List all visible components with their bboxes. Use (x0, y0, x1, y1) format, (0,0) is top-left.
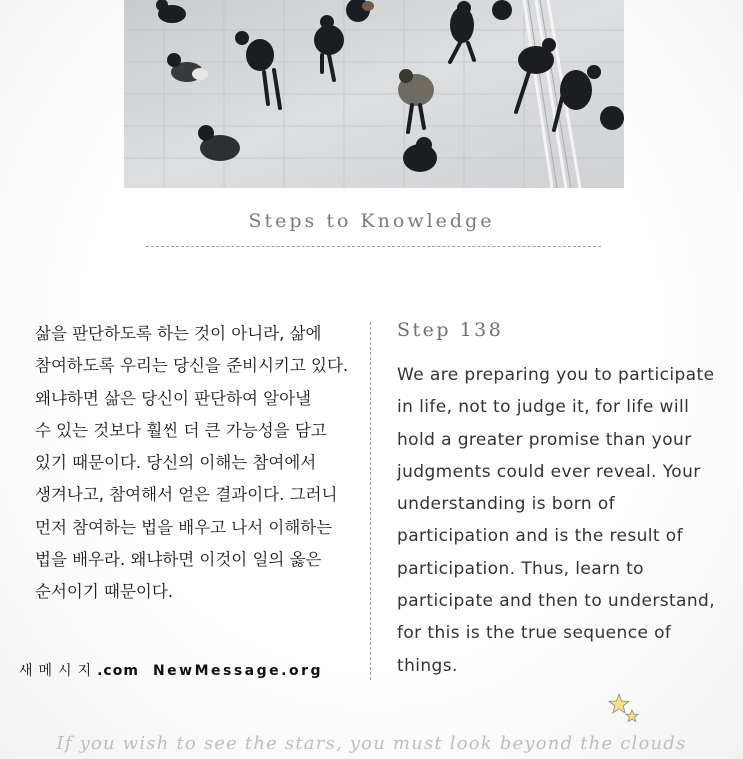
step-title: Step 138 (397, 319, 504, 341)
source-english-site: NewMessage.org (152, 663, 324, 679)
english-passage: We are preparing you to participate in life, not to judge it, for life will hold a greater promise than your judgments could ever reveal. Your understanding is born of participation and is the result of participation. Thus, learn to participate and then to understand, for this is the true sequence of things. (397, 365, 716, 676)
stars-icon (607, 693, 641, 727)
source-com: .com (97, 663, 139, 679)
header-photo (124, 0, 624, 188)
korean-passage: 삶을 판단하도록 하는 것이 아니라, 삶에 참여하도록 우리는 당신을 준비시키고 있다. 왜냐하면 삶은 당신이 판단하여 알아낼 수 있는 것보다 훨씬 더 큰 가능성을 담고 있기 때문이다. 당신의 이해는 참여에서 생겨나고, 참여해서 얻은 결과이다. 그러니 먼저 참여하는 법을 배우고 나서 이해하는 법을 배우라. 왜냐하면 이것이 일의 옳은 순서이기 때문이다. (35, 324, 349, 602)
column-divider (370, 322, 371, 680)
footer-quote: If you wish to see the stars, you must look beyond the clouds (56, 733, 687, 754)
title-divider (146, 246, 601, 247)
site-title: Steps to Knowledge (248, 210, 495, 232)
source-line (19, 660, 359, 680)
source-korean-site: 새메시지 (19, 663, 98, 679)
